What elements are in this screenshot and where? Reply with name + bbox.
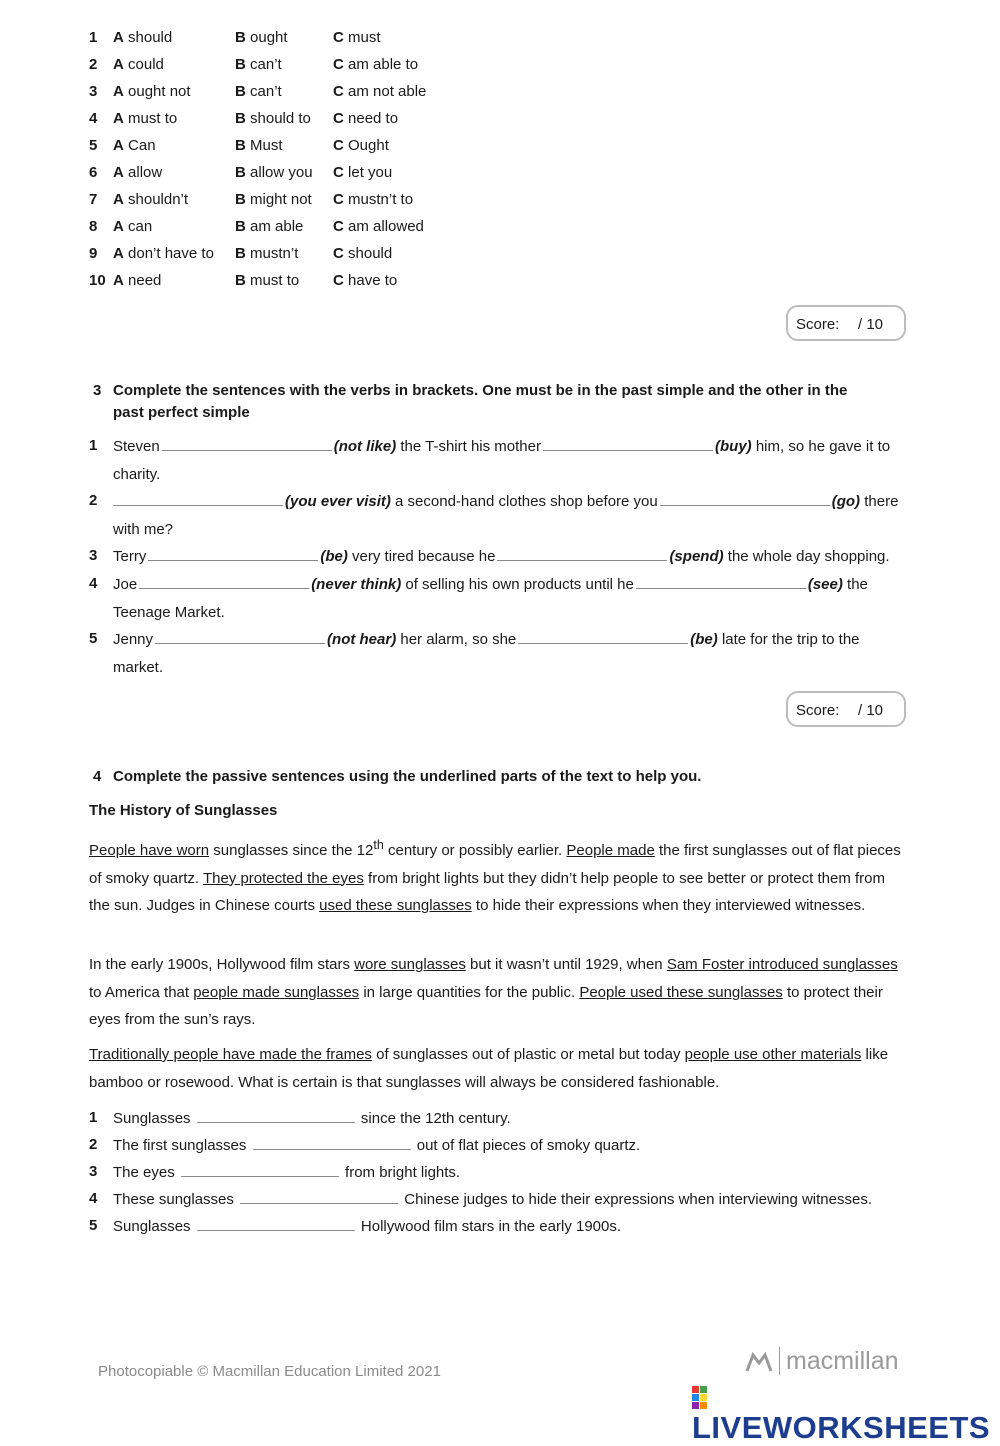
option-b[interactable]: B mustn’t xyxy=(235,245,299,262)
option-c[interactable]: C let you xyxy=(333,164,393,181)
option-a[interactable]: A Can xyxy=(113,137,156,154)
score-label: Score: xyxy=(796,702,840,719)
text-title: The History of Sunglasses xyxy=(89,802,278,819)
mc-row xyxy=(0,137,500,164)
item-number: 5 xyxy=(89,630,98,647)
option-a[interactable]: A should xyxy=(113,29,173,46)
sentence-line: (you ever visit) a second-hand clothes shop before you (go) there xyxy=(113,492,898,512)
sentence-line: Sunglasses since the 12th century. xyxy=(113,1110,511,1127)
answer-blank[interactable] xyxy=(148,547,318,561)
option-c[interactable]: C am not able xyxy=(333,83,427,100)
option-c[interactable]: C need to xyxy=(333,110,399,127)
score-box xyxy=(786,691,906,727)
sentence-line: The eyes from bright lights. xyxy=(113,1164,461,1181)
sentence-continuation: market. xyxy=(113,659,164,676)
option-b[interactable]: B allow you xyxy=(235,164,313,181)
sentence-line: The first sunglasses out of flat pieces of smoky quartz. xyxy=(113,1137,641,1154)
section-3-heading: Complete the sentences with the verbs in brackets. One must be in the past simple and the other in the past perfect simple xyxy=(113,382,848,421)
mc-row xyxy=(0,191,500,218)
option-a[interactable]: A can xyxy=(113,218,153,235)
answer-blank[interactable] xyxy=(240,1190,398,1204)
option-b[interactable]: B should to xyxy=(235,110,311,127)
mc-row xyxy=(0,56,500,83)
score-label: Score: xyxy=(796,316,840,333)
option-c[interactable]: C must xyxy=(333,29,381,46)
answer-blank[interactable] xyxy=(155,630,325,644)
item-number: 5 xyxy=(89,1217,98,1234)
option-b[interactable]: B can’t xyxy=(235,83,282,100)
mc-row xyxy=(0,29,500,56)
text-paragraph-2: In the early 1900s, Hollywood film stars wore sunglasses but it wasn’t until 1929, when Sam Foster introduced sunglasses to America that people made sunglasses in large quantities for the public. People used these sunglasses to protect their eyes from the sun’s rays. xyxy=(89,956,898,1028)
answer-blank[interactable] xyxy=(197,1217,355,1231)
mc-row xyxy=(0,164,500,191)
option-a[interactable]: A need xyxy=(113,272,162,289)
text-paragraph-1: People have worn sunglasses since the 12th century or possibly earlier. People made the first sunglasses out of flat pieces of smoky quartz. They protected the eyes from bright lights but they didn’t help people to see better or protect them from the sun. Judges in Chinese courts used these sunglasses to hide their expressions when they interviewed witnesses. xyxy=(89,838,901,914)
option-a[interactable]: A ought not xyxy=(113,83,191,100)
answer-blank[interactable] xyxy=(518,630,688,644)
sentence-line: Terry (be) very tired because he (spend) the whole day shopping. xyxy=(113,548,890,565)
item-number: 4 xyxy=(89,110,98,127)
liveworksheets-logo: LIVEWORKSHEETS xyxy=(692,1374,1000,1446)
option-c[interactable]: C mustn’t to xyxy=(333,191,414,208)
sentence-line: These sunglasses Chinese judges to hide their expressions when interviewing witnesses. xyxy=(113,1191,873,1208)
item-number: 3 xyxy=(89,547,98,564)
sentence-continuation: with me? xyxy=(113,521,174,538)
answer-blank[interactable] xyxy=(660,492,830,506)
answer-blank[interactable] xyxy=(139,575,309,589)
option-b[interactable]: B am able xyxy=(235,218,304,235)
score-box xyxy=(786,305,906,341)
sentence-line: Joe (never think) of selling his own products until he (see) the xyxy=(113,576,868,593)
option-b[interactable]: B might not xyxy=(235,191,312,208)
text-paragraph-3: Traditionally people have made the frames of sunglasses out of plastic or metal but today people use other materials like bamboo or rosewood. What is certain is that sunglasses will always be considered fashionable. xyxy=(89,1046,889,1091)
option-a[interactable]: A could xyxy=(113,56,164,73)
option-c[interactable]: C am able to xyxy=(333,56,419,73)
section-4-heading: Complete the passive sentences using the underlined parts of the text to help you. xyxy=(113,768,702,785)
option-c[interactable]: C am allowed xyxy=(333,218,424,235)
option-c[interactable]: C Ought xyxy=(333,137,389,154)
section-4-number: 4 xyxy=(93,768,102,785)
sentence-line: Jenny (not hear) her alarm, so she (be) late for the trip to the xyxy=(113,631,860,648)
mc-row xyxy=(0,245,500,272)
option-a[interactable]: A must to xyxy=(113,110,178,127)
item-number: 2 xyxy=(89,56,98,73)
answer-blank[interactable] xyxy=(181,1163,339,1177)
score-total: / 10 xyxy=(858,702,884,719)
sentence-continuation: Teenage Market. xyxy=(113,604,225,621)
mc-row xyxy=(0,110,500,137)
mc-row xyxy=(0,272,500,299)
option-b[interactable]: B can’t xyxy=(235,56,282,73)
item-number: 8 xyxy=(89,218,98,235)
mc-row xyxy=(0,218,500,245)
answer-blank[interactable] xyxy=(497,547,667,561)
item-number: 9 xyxy=(89,245,98,262)
copyright-footer: Photocopiable © Macmillan Education Limited 2021 xyxy=(98,1363,441,1380)
item-number: 2 xyxy=(89,492,98,509)
sentence-line: Sunglasses Hollywood film stars in the early 1900s. xyxy=(113,1218,622,1235)
answer-blank[interactable] xyxy=(253,1136,411,1150)
answer-blank[interactable] xyxy=(543,437,713,451)
item-number: 7 xyxy=(89,191,98,208)
answer-blank[interactable] xyxy=(162,437,332,451)
macmillan-icon xyxy=(745,1351,773,1373)
option-c[interactable]: C have to xyxy=(333,272,398,289)
option-c[interactable]: C should xyxy=(333,245,393,262)
option-b[interactable]: B Must xyxy=(235,137,283,154)
option-a[interactable]: A don’t have to xyxy=(113,245,214,262)
item-number: 4 xyxy=(89,1190,98,1207)
answer-blank[interactable] xyxy=(636,575,806,589)
item-number: 10 xyxy=(89,272,106,289)
answer-blank[interactable] xyxy=(197,1109,355,1123)
item-number: 5 xyxy=(89,137,98,154)
item-number: 4 xyxy=(89,575,98,592)
answer-blank[interactable] xyxy=(113,492,283,506)
item-number: 3 xyxy=(89,83,98,100)
section-3-number: 3 xyxy=(93,382,102,399)
item-number: 1 xyxy=(89,1109,98,1126)
mc-row xyxy=(0,83,500,110)
item-number: 3 xyxy=(89,1163,98,1180)
option-a[interactable]: A shouldn’t xyxy=(113,191,189,208)
item-number: 1 xyxy=(89,437,98,454)
option-a[interactable]: A allow xyxy=(113,164,163,181)
sentence-line: Steven (not like) the T-shirt his mother (buy) him, so he gave it to xyxy=(113,438,891,455)
option-b[interactable]: B must to xyxy=(235,272,300,289)
macmillan-logo: macmillan xyxy=(745,1347,899,1376)
live-blocks-icon xyxy=(692,1382,708,1406)
score-total: / 10 xyxy=(858,316,884,333)
sentence-continuation: charity. xyxy=(113,466,161,483)
item-number: 6 xyxy=(89,164,98,181)
option-b[interactable]: B ought xyxy=(235,29,288,46)
item-number: 1 xyxy=(89,29,98,46)
item-number: 2 xyxy=(89,1136,98,1153)
